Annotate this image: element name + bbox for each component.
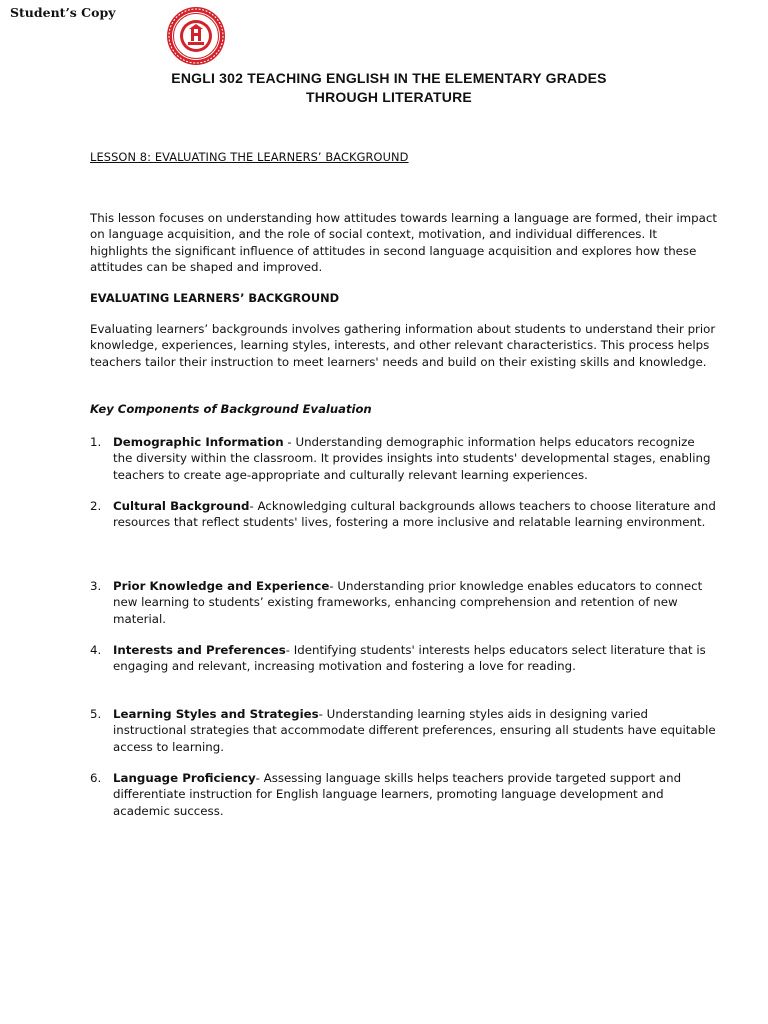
section-heading: EVALUATING LEARNERS’ BACKGROUND xyxy=(90,291,340,305)
list-item-term: Cultural Background xyxy=(113,499,250,513)
list-item-text: - Understanding demographic information helps educators recognize the diversity within the classroom. It provides insights into students' developmental stages, enabling teachers to create age-appropriate and culturally relevant learning experiences. xyxy=(113,435,711,482)
section-paragraph: Evaluating learners’ backgrounds involves gathering information about students to understand their prior knowledge, experiences, learning styles, interests, and other relevant characteristics. This process helps teachers tailor their instruction to meet learners' needs and build on their existing skills and knowledge. xyxy=(90,322,716,369)
list-item-prior-knowledge xyxy=(90,578,720,627)
list-item-number: 2. xyxy=(90,499,102,513)
list-item-demographic-information xyxy=(90,434,720,483)
list-item-cultural-background xyxy=(90,498,720,531)
list-item-text: - Identifying students' interests helps educators select literature that is engaging and relevant, increasing motivation and fostering a love for reading. xyxy=(113,643,706,674)
list-item-term: Prior Knowledge and Experience xyxy=(113,579,330,593)
list-item-text: - Acknowledging cultural backgrounds allows teachers to choose literature and resources that reflect students' lives, fostering a more inclusive and relatable learning environment. xyxy=(113,499,716,530)
intro-paragraph: This lesson focuses on understanding how attitudes towards learning a language are formed, their impact on language acquisition, and the role of social context, motivation, and individual differences. It highlights the significant influence of attitudes in second language acquisition and explores how these attitudes can be shaped and improved. xyxy=(90,211,717,274)
list-item-term: Learning Styles and Strategies xyxy=(113,707,319,721)
list-item-number: 1. xyxy=(90,435,102,449)
components-heading: Key Components of Background Evaluation xyxy=(90,402,372,416)
list-item-text: - Understanding prior knowledge enables educators to connect new learning to students’ existing frameworks, enhancing comprehension and retention of new material. xyxy=(113,579,703,626)
list-item-term: Language Proficiency xyxy=(113,771,256,785)
list-item-interests-preferences xyxy=(90,642,720,675)
list-item-number: 5. xyxy=(90,707,102,721)
institution-seal-icon xyxy=(165,5,227,67)
list-item-learning-styles xyxy=(90,706,720,755)
list-item-number: 6. xyxy=(90,771,102,785)
list-item-term: Interests and Preferences xyxy=(113,643,286,657)
course-title-line-1: ENGLI 302 TEACHING ENGLISH IN THE ELEMENTARY GRADES xyxy=(171,70,607,86)
list-item-text: - Understanding learning styles aids in designing varied instructional strategies that accommodate different preferences, ensuring all students have equitable access to learning. xyxy=(113,707,716,754)
students-copy-label: Student’s Copy xyxy=(10,5,116,20)
course-title xyxy=(40,69,738,107)
list-item-number: 4. xyxy=(90,643,102,657)
list-item-number: 3. xyxy=(90,579,102,593)
course-title-line-2: THROUGH LITERATURE xyxy=(306,89,472,105)
list-item-text: - Assessing language skills helps teachers provide targeted support and differentiate instruction for English language learners, promoting language development and academic success. xyxy=(113,771,682,818)
list-item-term: Demographic Information xyxy=(113,435,284,449)
list-item-language-proficiency xyxy=(90,770,720,819)
lesson-heading: LESSON 8: EVALUATING THE LEARNERS’ BACKGROUND xyxy=(90,150,409,164)
